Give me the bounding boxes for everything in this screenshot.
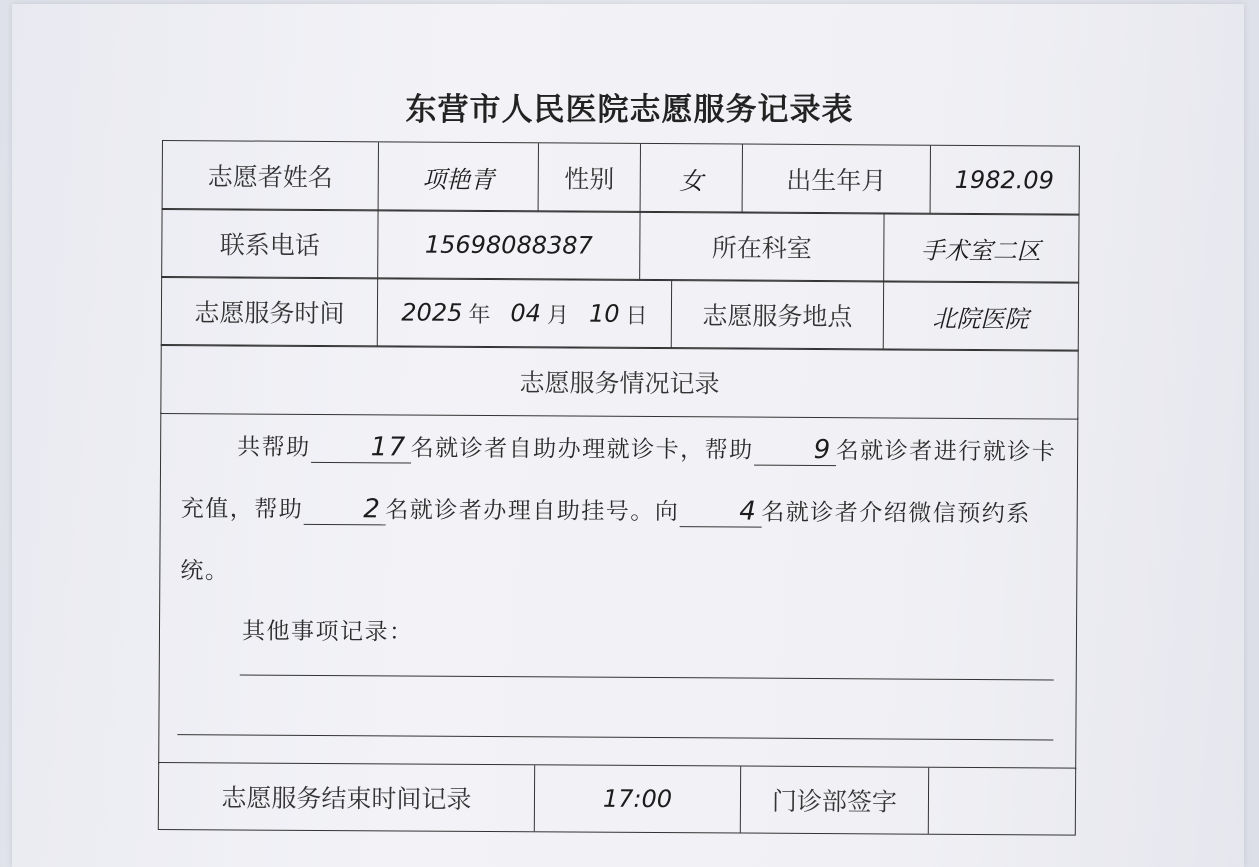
row-basic-info	[162, 140, 1080, 216]
service-month: 04	[510, 299, 542, 328]
service-date	[378, 278, 672, 348]
day-unit: 日	[625, 303, 648, 329]
phone-label: 联系电话	[162, 209, 378, 278]
year-unit: 年	[468, 302, 491, 328]
service-day: 10	[588, 299, 620, 328]
blank-register-count: 2	[303, 494, 385, 526]
service-year: 2025	[401, 298, 463, 327]
row-section-title	[160, 344, 1078, 420]
month-unit: 月	[546, 302, 570, 328]
dept-value: 手术室二区	[920, 236, 1041, 265]
service-time-label: 志愿服务时间	[162, 277, 378, 346]
record-text-4: 名就诊者办理自助挂号。向	[385, 497, 680, 526]
row-contact	[161, 208, 1079, 284]
gender-value: 女	[641, 144, 743, 213]
row-footer	[158, 762, 1076, 836]
record-text-2: 名就诊者自助办理就诊卡，帮助	[410, 435, 754, 464]
name-label: 志愿者姓名	[163, 141, 379, 210]
notes-line-2	[177, 734, 1053, 740]
birth-label: 出生年月	[743, 145, 931, 214]
blank-cards-count: 17	[311, 432, 411, 464]
section-title: 志愿服务情况记录	[519, 368, 720, 399]
end-time-value: 17:00	[535, 765, 741, 832]
blank-wechat-count: 4	[679, 496, 761, 528]
record-text-5: 名就诊者介绍微信预约系统。	[180, 499, 1031, 585]
record-paragraph	[180, 416, 1059, 607]
sign-value	[929, 768, 1074, 835]
other-notes-label: 其他事项记录：	[241, 618, 414, 646]
service-place-label: 志愿服务地点	[672, 280, 884, 349]
phone-value: 15698088387	[378, 210, 640, 280]
record-text-3: 名就诊者进行就诊卡充值，帮助	[180, 438, 1057, 523]
gender-label: 性别	[539, 143, 641, 212]
row-service-time-place	[161, 276, 1079, 352]
form-title: 东营市人民医院志愿服务记录表	[405, 92, 854, 128]
birth-value: 1982.09	[954, 165, 1054, 195]
volunteer-record-form	[158, 140, 1086, 836]
end-time-label: 志愿服务结束时间记录	[159, 763, 535, 831]
blank-recharge-count: 9	[754, 435, 836, 467]
name-value: 项艳青	[379, 142, 539, 211]
notes-line-1	[240, 674, 1054, 680]
sign-label: 门诊部签字	[741, 767, 929, 834]
record-body	[158, 412, 1078, 770]
record-text-1: 共帮助	[237, 434, 311, 461]
service-place-value: 北院医院	[932, 304, 1029, 333]
dept-label: 所在科室	[640, 212, 884, 281]
